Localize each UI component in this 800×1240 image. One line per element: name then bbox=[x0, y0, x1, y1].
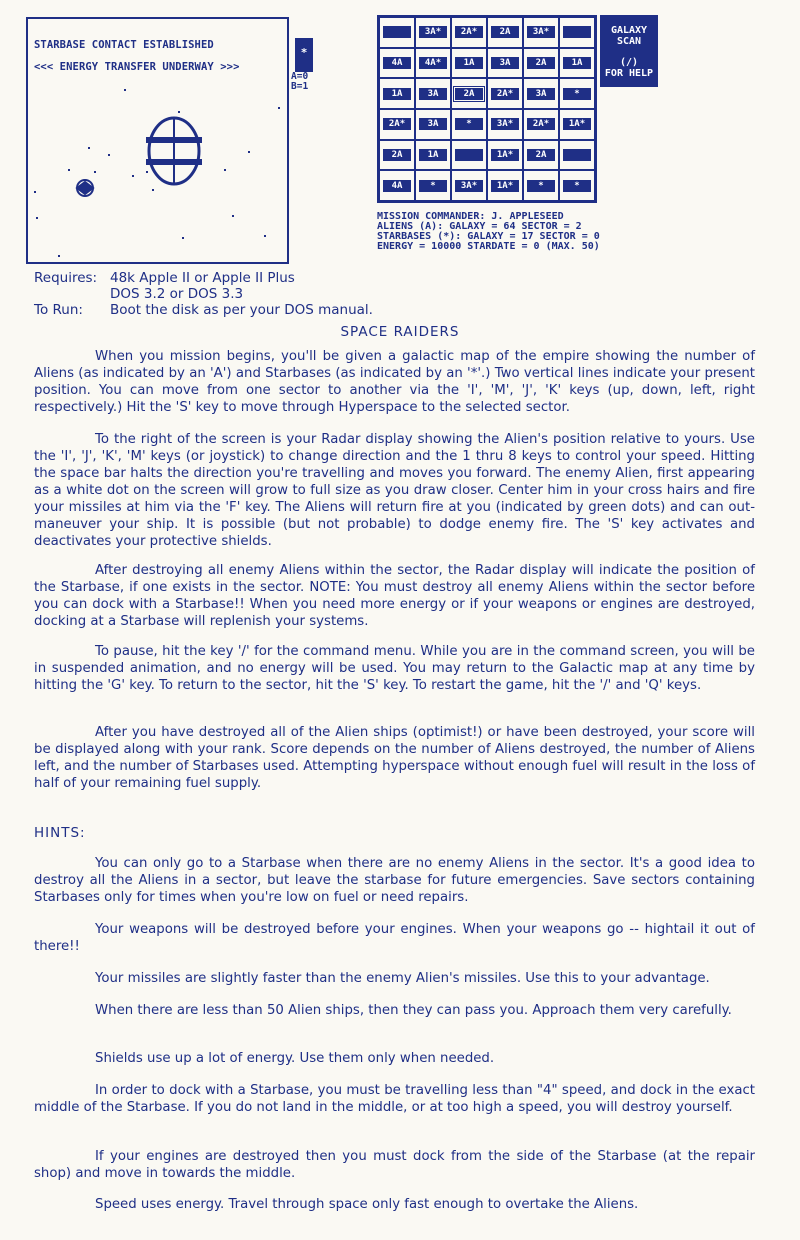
paragraph: To the right of the screen is your Radar display showing the Alien's position relative to yours. Use the 'I', 'J', 'K', 'M' keys (or joystick) to change direction and the 1 thru 8 keys to control your speed. Hitting the space bar halts the direction you're travelling and moves you forward. The enemy Alien, first appearing as a white dot on the screen will grow to full size as you draw closer. Center him in your cross hairs and fire your missiles at him via the 'F' key. The Aliens will return fire at you (indicated by green dots) and can out-maneuver your ship. It is possible (but not probable) to dodge enemy fire. The 'S' key activates and deactivates your protective shields. bbox=[34, 432, 755, 549]
galaxy-sector bbox=[523, 78, 559, 109]
galaxy-sector bbox=[379, 109, 415, 140]
galaxy-sector bbox=[451, 78, 487, 109]
galaxy-sector bbox=[487, 109, 523, 140]
sector-value: * bbox=[563, 88, 591, 100]
sector-value: * bbox=[527, 180, 555, 192]
mission-commander: MISSION COMMANDER: J. APPLESEED bbox=[377, 211, 564, 222]
sector-value: 1A bbox=[383, 88, 411, 100]
sector-value: 3A* bbox=[527, 26, 555, 38]
galaxy-sector bbox=[523, 140, 559, 171]
run-label: To Run: bbox=[34, 302, 83, 318]
galaxy-sector bbox=[487, 17, 523, 48]
sector-value: * bbox=[455, 118, 483, 130]
paragraph: After destroying all enemy Aliens within the sector, the Radar display will indicate the position of the Starbase, if one exists in the sector. NOTE: You must destroy all enemy Aliens within the sector before you can dock with a Starbase!! When you need more energy or if your weapons or engines are destroyed, docking at a Starbase will replenish your systems. bbox=[34, 563, 755, 629]
sector-value: 1A* bbox=[491, 149, 519, 161]
screen-message-1: STARBASE CONTACT ESTABLISHED bbox=[34, 39, 214, 51]
sector-value: 3A bbox=[419, 118, 447, 130]
sector-value: 3A* bbox=[491, 118, 519, 130]
galaxy-scan-box bbox=[600, 15, 658, 87]
hint: When there are less than 50 Alien ships, then they can pass you. Approach them very carefully. bbox=[95, 1003, 732, 1018]
sector-value: 3A* bbox=[455, 180, 483, 192]
player-ship-icon bbox=[77, 180, 93, 196]
galaxy-sector bbox=[415, 48, 451, 79]
galaxy-sector bbox=[379, 78, 415, 109]
game-screen bbox=[26, 17, 289, 264]
radar-display bbox=[28, 19, 287, 262]
requires-line-1: 48k Apple II or Apple II Plus bbox=[110, 270, 295, 286]
galaxy-sector bbox=[415, 78, 451, 109]
galaxy-sector bbox=[415, 17, 451, 48]
paragraph: To pause, hit the key '/' for the command menu. While you are in the command screen, you will be in suspended animation, and no energy will be used. You may return to the Galactic map at any time by hitting the 'G' key. To return to the sector, hit the 'S' key. To restart the game, hit the '/' and 'Q' keys. bbox=[34, 644, 755, 693]
galaxy-sector bbox=[487, 140, 523, 171]
sector-value bbox=[455, 149, 483, 161]
sector-value: 4A bbox=[383, 57, 411, 69]
galaxy-sector bbox=[559, 17, 595, 48]
galaxy-sector bbox=[415, 140, 451, 171]
galaxy-sector bbox=[451, 140, 487, 171]
galaxy-sector bbox=[379, 140, 415, 171]
sector-value: 2A* bbox=[527, 118, 555, 130]
galaxy-sector bbox=[451, 17, 487, 48]
sector-value: 1A* bbox=[491, 180, 519, 192]
scan-line-4: FOR HELP bbox=[604, 68, 654, 79]
galaxy-sector bbox=[523, 48, 559, 79]
sector-value: 1A bbox=[563, 57, 591, 69]
galaxy-sector bbox=[451, 48, 487, 79]
hint: If your engines are destroyed then you must dock from the side of the Starbase (at the repair shop) and move in towards the middle. bbox=[34, 1149, 755, 1181]
sector-value: 1A bbox=[455, 57, 483, 69]
sector-value: 2A* bbox=[455, 26, 483, 38]
galaxy-sector bbox=[379, 48, 415, 79]
hint: You can only go to a Starbase when there are no enemy Aliens in the sector. It's a good idea to destroy all the Aliens in a sector, but leave the starbase for future emergencies. Save sectors containing Starbases only for times when you're low on fuel or need repairs. bbox=[34, 856, 755, 905]
galaxy-sector bbox=[487, 170, 523, 201]
sector-value: 2A bbox=[383, 149, 411, 161]
galaxy-sector bbox=[559, 78, 595, 109]
starbases-count: STARBASES (*): GALAXY = 17 SECTOR = 0 bbox=[377, 231, 600, 242]
sector-value: 2A* bbox=[383, 118, 411, 130]
hint: Your weapons will be destroyed before your engines. When your weapons go -- hightail it out of there!! bbox=[34, 922, 755, 954]
sector-value: 3A bbox=[527, 88, 555, 100]
galaxy-sector bbox=[523, 170, 559, 201]
sector-value: 1A* bbox=[563, 118, 591, 130]
galaxy-sector bbox=[559, 109, 595, 140]
document-title: SPACE RAIDERS bbox=[340, 324, 460, 340]
galaxy-sector bbox=[523, 109, 559, 140]
sector-value bbox=[383, 26, 411, 38]
galaxy-sector bbox=[379, 170, 415, 201]
status-a: A=0 bbox=[291, 71, 309, 82]
galaxy-sector bbox=[379, 17, 415, 48]
screen-message-2: <<< ENERGY TRANSFER UNDERWAY >>> bbox=[34, 61, 240, 73]
aliens-count: ALIENS (A): GALAXY = 64 SECTOR = 2 bbox=[377, 221, 582, 232]
sector-value: 4A* bbox=[419, 57, 447, 69]
sector-value bbox=[563, 26, 591, 38]
sector-value: 3A bbox=[491, 57, 519, 69]
scan-line-3: (/) bbox=[619, 57, 639, 68]
galaxy-sector bbox=[487, 78, 523, 109]
sector-value: 2A bbox=[455, 88, 483, 100]
paragraph: When you mission begins, you'll be given a galactic map of the empire showing the number of Aliens (as indicated by an 'A') and Starbases (as indicated by an '*'.) Two vertical lines indicate your present position. You can move from one sector to another via the 'I', 'M', 'J', 'K' keys (up, down, left, right respectively.) Hit the 'S' key to move through Hyperspace to the selected sector. bbox=[34, 349, 755, 415]
status-indicator: * bbox=[295, 38, 313, 72]
sector-value: 2A bbox=[491, 26, 519, 38]
sector-value: * bbox=[563, 180, 591, 192]
galaxy-sector bbox=[559, 170, 595, 201]
galaxy-sector bbox=[451, 170, 487, 201]
status-b: B=1 bbox=[291, 81, 309, 92]
requires-line-2: DOS 3.2 or DOS 3.3 bbox=[110, 286, 244, 302]
hint: Shields use up a lot of energy. Use them only when needed. bbox=[95, 1051, 495, 1066]
hint: Your missiles are slightly faster than the enemy Alien's missiles. Use this to your advantage. bbox=[95, 971, 710, 986]
galaxy-sector bbox=[559, 48, 595, 79]
sector-value: * bbox=[419, 180, 447, 192]
galaxy-map bbox=[377, 15, 597, 203]
galaxy-sector bbox=[559, 140, 595, 171]
hints-heading: HINTS: bbox=[34, 825, 86, 841]
sector-value: 2A bbox=[527, 57, 555, 69]
sector-value: 2A* bbox=[491, 88, 519, 100]
galaxy-sector bbox=[487, 48, 523, 79]
galaxy-sector bbox=[523, 17, 559, 48]
starbase-icon bbox=[146, 117, 202, 185]
scan-line-1: GALAXY bbox=[610, 25, 648, 36]
sector-value: 3A bbox=[419, 88, 447, 100]
energy-stardate: ENERGY = 10000 STARDATE = 0 (MAX. 50) bbox=[377, 241, 600, 252]
sector-value: 4A bbox=[383, 180, 411, 192]
galaxy-sector bbox=[415, 170, 451, 201]
run-text: Boot the disk as per your DOS manual. bbox=[110, 302, 373, 318]
galaxy-sector bbox=[451, 109, 487, 140]
sector-value bbox=[563, 149, 591, 161]
scan-line-2: SCAN bbox=[616, 36, 642, 47]
galaxy-sector bbox=[415, 109, 451, 140]
sector-value: 3A* bbox=[419, 26, 447, 38]
hint: Speed uses energy. Travel through space only fast enough to overtake the Aliens. bbox=[95, 1197, 639, 1212]
requires-label: Requires: bbox=[34, 270, 98, 286]
paragraph: After you have destroyed all of the Alien ships (optimist!) or have been destroyed, your score will be displayed along with your rank. Score depends on the number of Aliens destroyed, the number of Aliens left, and the number of Starbases used. Attempting hyperspace without enough fuel will result in the loss of half of your remaining fuel supply. bbox=[34, 725, 755, 791]
sector-value: 2A bbox=[527, 149, 555, 161]
hint: In order to dock with a Starbase, you must be travelling less than "4" speed, and dock in the exact middle of the Starbase. If you do not land in the middle, or at too high a speed, you will destroy yourself. bbox=[34, 1083, 755, 1115]
sector-value: 1A bbox=[419, 149, 447, 161]
